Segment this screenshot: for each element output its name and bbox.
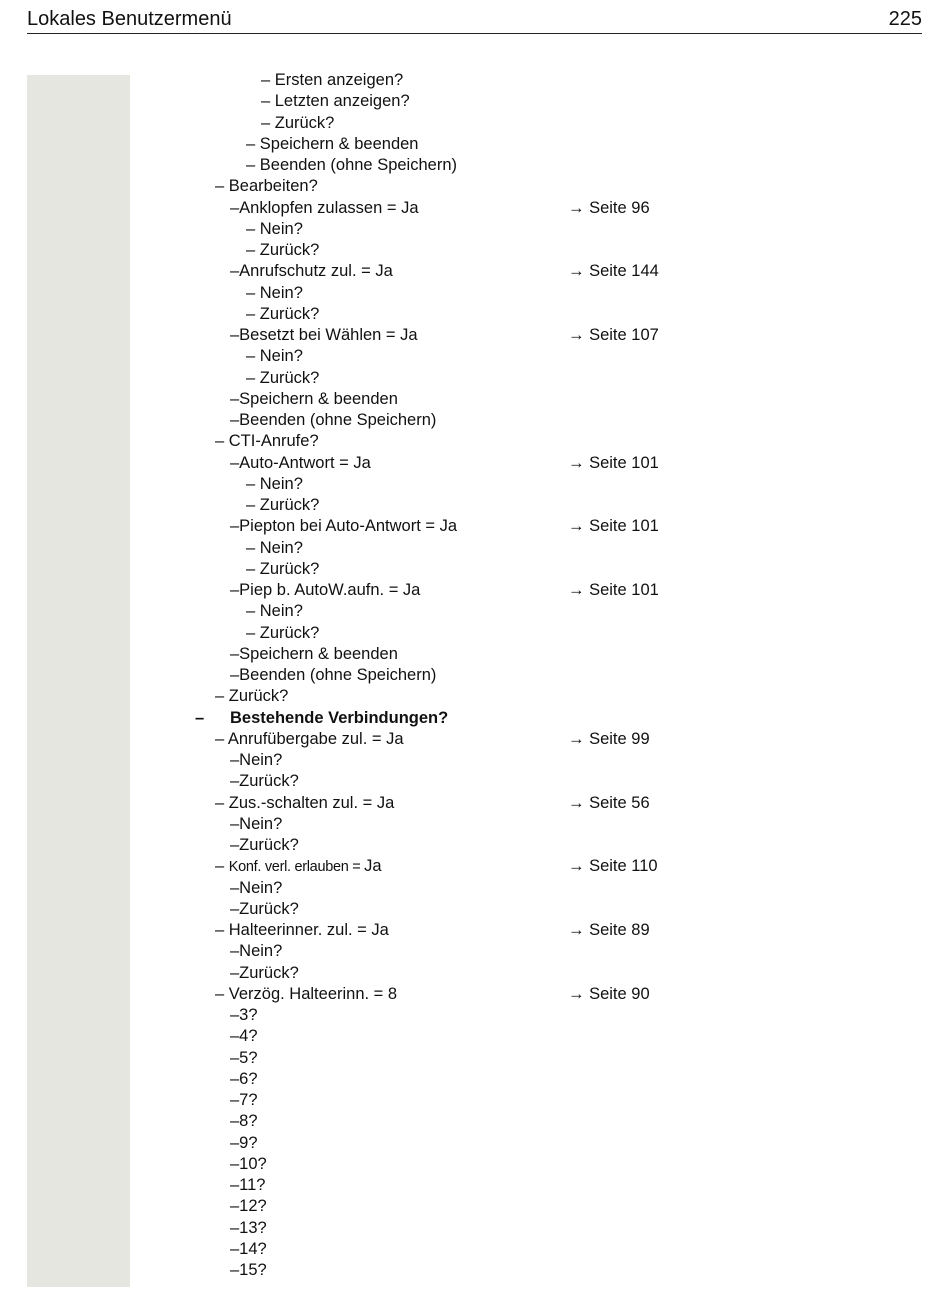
menu-entry-text: –6? (230, 1069, 258, 1088)
menu-entry (0, 856, 950, 877)
menu-entry (0, 346, 950, 367)
page-header (27, 7, 922, 34)
menu-entry-text: –10? (230, 1154, 267, 1173)
menu-entry (0, 453, 950, 474)
page-reference: → Seite 110 (568, 857, 658, 876)
menu-entry (0, 1026, 950, 1047)
menu-entry-text: –Anrufschutz zul. = Ja (230, 262, 393, 281)
menu-entry-label (215, 793, 394, 814)
menu-entry-label (246, 495, 319, 516)
page-reference: → Seite 89 (568, 921, 650, 939)
menu-entry-text: –14? (230, 1239, 267, 1258)
menu-entry-label (230, 899, 299, 920)
menu-entry (0, 283, 950, 304)
menu-entry (0, 1133, 950, 1154)
menu-entry-label (230, 325, 418, 346)
menu-entry-label (215, 856, 382, 878)
menu-entry-text: – Nein? (246, 602, 303, 621)
menu-entry (0, 771, 950, 792)
menu-entry-text: –11? (230, 1176, 266, 1194)
menu-entry (0, 601, 950, 622)
menu-entry-label (230, 1069, 258, 1090)
menu-entry (0, 516, 950, 537)
menu-entry-text: – Verzög. Halteerinn. = 8 (215, 984, 398, 1003)
menu-entry (0, 1196, 950, 1217)
menu-entry-label (230, 1005, 258, 1026)
menu-entry-label (246, 474, 303, 495)
menu-entry-text: – Speichern & beenden (246, 134, 419, 153)
menu-entry (0, 495, 950, 516)
menu-entry (0, 814, 950, 835)
menu-entry-label (215, 920, 389, 941)
menu-entry-text: –13? (230, 1218, 267, 1237)
menu-entry (0, 176, 950, 197)
page-reference: → Seite 99 (568, 729, 650, 748)
menu-entry-text: – Zurück? (246, 241, 320, 259)
menu-entry (0, 155, 950, 176)
menu-entry (0, 750, 950, 771)
menu-entry (0, 538, 950, 559)
menu-entry-text: –Auto-Antwort = Ja (230, 453, 371, 472)
menu-entry-label (246, 368, 319, 389)
menu-entry (0, 474, 950, 495)
menu-entry-label (261, 91, 410, 112)
menu-entry-text: –Zurück? (230, 772, 299, 791)
menu-entry (0, 219, 950, 240)
menu-entry-text: – Zurück? (261, 113, 335, 132)
page-reference: → Seite 101 (568, 517, 659, 536)
menu-entry-label (230, 1196, 267, 1217)
menu-entry-label (246, 601, 303, 622)
menu-entry-text: –Zurück? (230, 963, 299, 982)
page-reference: → Seite 101 (568, 581, 659, 599)
menu-entry-text: –Piep b. AutoW.aufn. = Ja (230, 581, 421, 599)
menu-entry (0, 1260, 950, 1281)
menu-entry-label (230, 580, 420, 601)
menu-entry-text: – Zus.-schalten zul. = Ja (215, 793, 395, 812)
menu-entry-label (261, 70, 403, 91)
menu-entry-text: – Ersten anzeigen? (261, 71, 404, 89)
menu-entry (0, 134, 950, 155)
menu-entry (0, 1005, 950, 1026)
menu-entry-label (246, 304, 319, 325)
menu-entry (0, 1239, 950, 1260)
menu-entry-text: –Zurück? (230, 836, 299, 854)
menu-entry-label (246, 155, 457, 176)
page-reference: → Seite 101 (568, 453, 659, 472)
menu-entry-text: –Piepton bei Auto-Antwort = Ja (230, 517, 458, 536)
menu-entry-text: – Nein? (246, 347, 303, 366)
menu-entry-text: –8? (230, 1112, 258, 1131)
menu-entry-label (261, 113, 334, 134)
menu-entry-label (230, 1048, 258, 1069)
menu-entry-label (230, 750, 282, 771)
menu-entry (0, 941, 950, 962)
menu-entry-label (230, 1090, 258, 1111)
menu-entry-label (230, 963, 299, 984)
menu-entry-label (215, 686, 288, 707)
menu-entry-label (230, 941, 282, 962)
page-reference: → Seite 96 (568, 198, 650, 217)
menu-entry-label (230, 261, 393, 282)
menu-entry (0, 1111, 950, 1132)
menu-entry-text: – Zurück? (246, 559, 320, 578)
menu-entry-label (230, 1111, 258, 1132)
page-reference: → Seite 144 (568, 262, 659, 281)
menu-entry-text: – Beenden (ohne Speichern) (246, 156, 457, 174)
menu-entry (0, 686, 950, 707)
menu-entry-text: – CTI-Anrufe? (215, 432, 319, 451)
menu-entry-label (230, 389, 398, 410)
menu-entry (0, 580, 950, 601)
menu-entry-text: –Speichern & beenden (230, 389, 398, 408)
menu-entry-text: – Nein? (246, 283, 303, 302)
menu-entry-text: – Zurück? (246, 368, 320, 387)
menu-entry-text: –Nein? (230, 942, 283, 961)
menu-entry-text: –Anklopfen zulassen = Ja (230, 198, 419, 217)
menu-entry-label (215, 729, 404, 750)
menu-entry (0, 410, 950, 431)
menu-entry-label (230, 708, 448, 729)
menu-entry-text: – Zurück? (246, 304, 320, 323)
menu-entry (0, 1048, 950, 1069)
menu-entry (0, 431, 950, 452)
menu-entry (0, 240, 950, 261)
page-title: Lokales Benutzermenü (27, 8, 232, 30)
menu-entry-label (246, 219, 303, 240)
menu-entry-label (246, 623, 319, 644)
menu-entry (0, 708, 950, 729)
menu-entry-label (215, 984, 397, 1005)
menu-entry-label (230, 410, 436, 431)
menu-entry-text: Bestehende Verbindungen? (230, 708, 449, 727)
menu-entry (0, 368, 950, 389)
menu-entry (0, 899, 950, 920)
menu-entry-text: –3? (230, 1006, 258, 1024)
menu-entry-text: – Anrufübergabe zul. = Ja (215, 729, 404, 748)
menu-entry-text: –Nein? (230, 814, 283, 833)
menu-entry-label (215, 176, 318, 197)
menu-entry (0, 665, 950, 686)
menu-entry-text: –5? (230, 1048, 258, 1067)
menu-entry-label (230, 835, 299, 856)
menu-entry (0, 389, 950, 410)
menu-entry (0, 878, 950, 899)
menu-entry-label (230, 453, 371, 474)
menu-entry-label (246, 134, 418, 155)
menu-entry-label (230, 644, 398, 665)
menu-entry (0, 1154, 950, 1175)
menu-entry-label (230, 1026, 258, 1047)
menu-tree (0, 70, 950, 1281)
menu-entry-label (230, 878, 282, 899)
menu-entry-label (246, 559, 319, 580)
page-number: 225 (888, 8, 922, 30)
menu-entry (0, 644, 950, 665)
menu-entry (0, 1069, 950, 1090)
menu-entry-text: – (215, 857, 229, 876)
menu-entry-text: –4? (230, 1027, 258, 1046)
menu-entry (0, 304, 950, 325)
menu-entry-dash: – (195, 708, 205, 727)
page-reference: → Seite 56 (568, 793, 650, 812)
menu-entry-text-small: Konf. verl. erlauben = (228, 859, 365, 876)
menu-entry-text: –Nein? (230, 878, 283, 897)
menu-entry-label (230, 516, 457, 537)
menu-entry-label (230, 665, 436, 686)
menu-entry-label (230, 1260, 267, 1281)
menu-entry-text: – Nein? (246, 538, 303, 557)
menu-entry-label (230, 1133, 258, 1154)
menu-entry (0, 729, 950, 750)
menu-entry-label (246, 346, 303, 367)
menu-entry (0, 793, 950, 814)
menu-entry (0, 70, 950, 91)
menu-entry-label (246, 283, 303, 304)
menu-entry-label (230, 814, 282, 835)
menu-entry-label (230, 1218, 267, 1239)
menu-entry (0, 920, 950, 941)
menu-entry-text: – Letzten anzeigen? (261, 92, 410, 111)
menu-entry (0, 835, 950, 856)
menu-entry-text: –15? (230, 1261, 267, 1279)
menu-entry-label (246, 240, 319, 261)
menu-entry-text: –Beenden (ohne Speichern) (230, 411, 437, 429)
menu-entry (0, 984, 950, 1005)
menu-entry-text: – Bearbeiten? (215, 177, 318, 196)
menu-entry-text: –Beenden (ohne Speichern) (230, 666, 437, 684)
menu-entry-text: – Nein? (246, 219, 303, 238)
menu-entry-text: –Besetzt bei Wählen = Ja (230, 326, 418, 344)
menu-entry-text: – Zurück? (215, 687, 289, 706)
menu-entry-label (230, 1175, 265, 1196)
menu-entry-text: – Zurück? (246, 623, 320, 642)
menu-entry-text: –7? (230, 1091, 258, 1109)
menu-entry-text: –Zurück? (230, 899, 299, 918)
menu-entry-text: –Speichern & beenden (230, 644, 398, 663)
menu-entry-label (246, 538, 303, 559)
menu-entry-text: –Nein? (230, 751, 283, 769)
menu-entry-text-tail: Ja (364, 857, 382, 876)
menu-entry-text: – Nein? (246, 474, 303, 493)
menu-entry (0, 963, 950, 984)
menu-entry (0, 1090, 950, 1111)
menu-entry (0, 623, 950, 644)
menu-entry-label (230, 198, 419, 219)
menu-entry-label (230, 1154, 267, 1175)
menu-entry (0, 198, 950, 219)
menu-entry-text: –12? (230, 1197, 267, 1216)
menu-entry-text: –9? (230, 1133, 258, 1152)
menu-entry-label (230, 771, 299, 792)
menu-entry (0, 559, 950, 580)
menu-entry (0, 113, 950, 134)
page-reference: → Seite 107 (568, 326, 659, 344)
menu-entry (0, 1175, 950, 1196)
menu-entry (0, 325, 950, 346)
menu-entry (0, 261, 950, 282)
page-reference: → Seite 90 (568, 984, 650, 1003)
menu-entry (0, 91, 950, 112)
menu-entry (0, 1218, 950, 1239)
menu-entry-text: – Halteerinner. zul. = Ja (215, 921, 389, 939)
menu-entry-label (215, 431, 319, 452)
menu-entry-text: – Zurück? (246, 496, 320, 514)
menu-entry-label (230, 1239, 267, 1260)
